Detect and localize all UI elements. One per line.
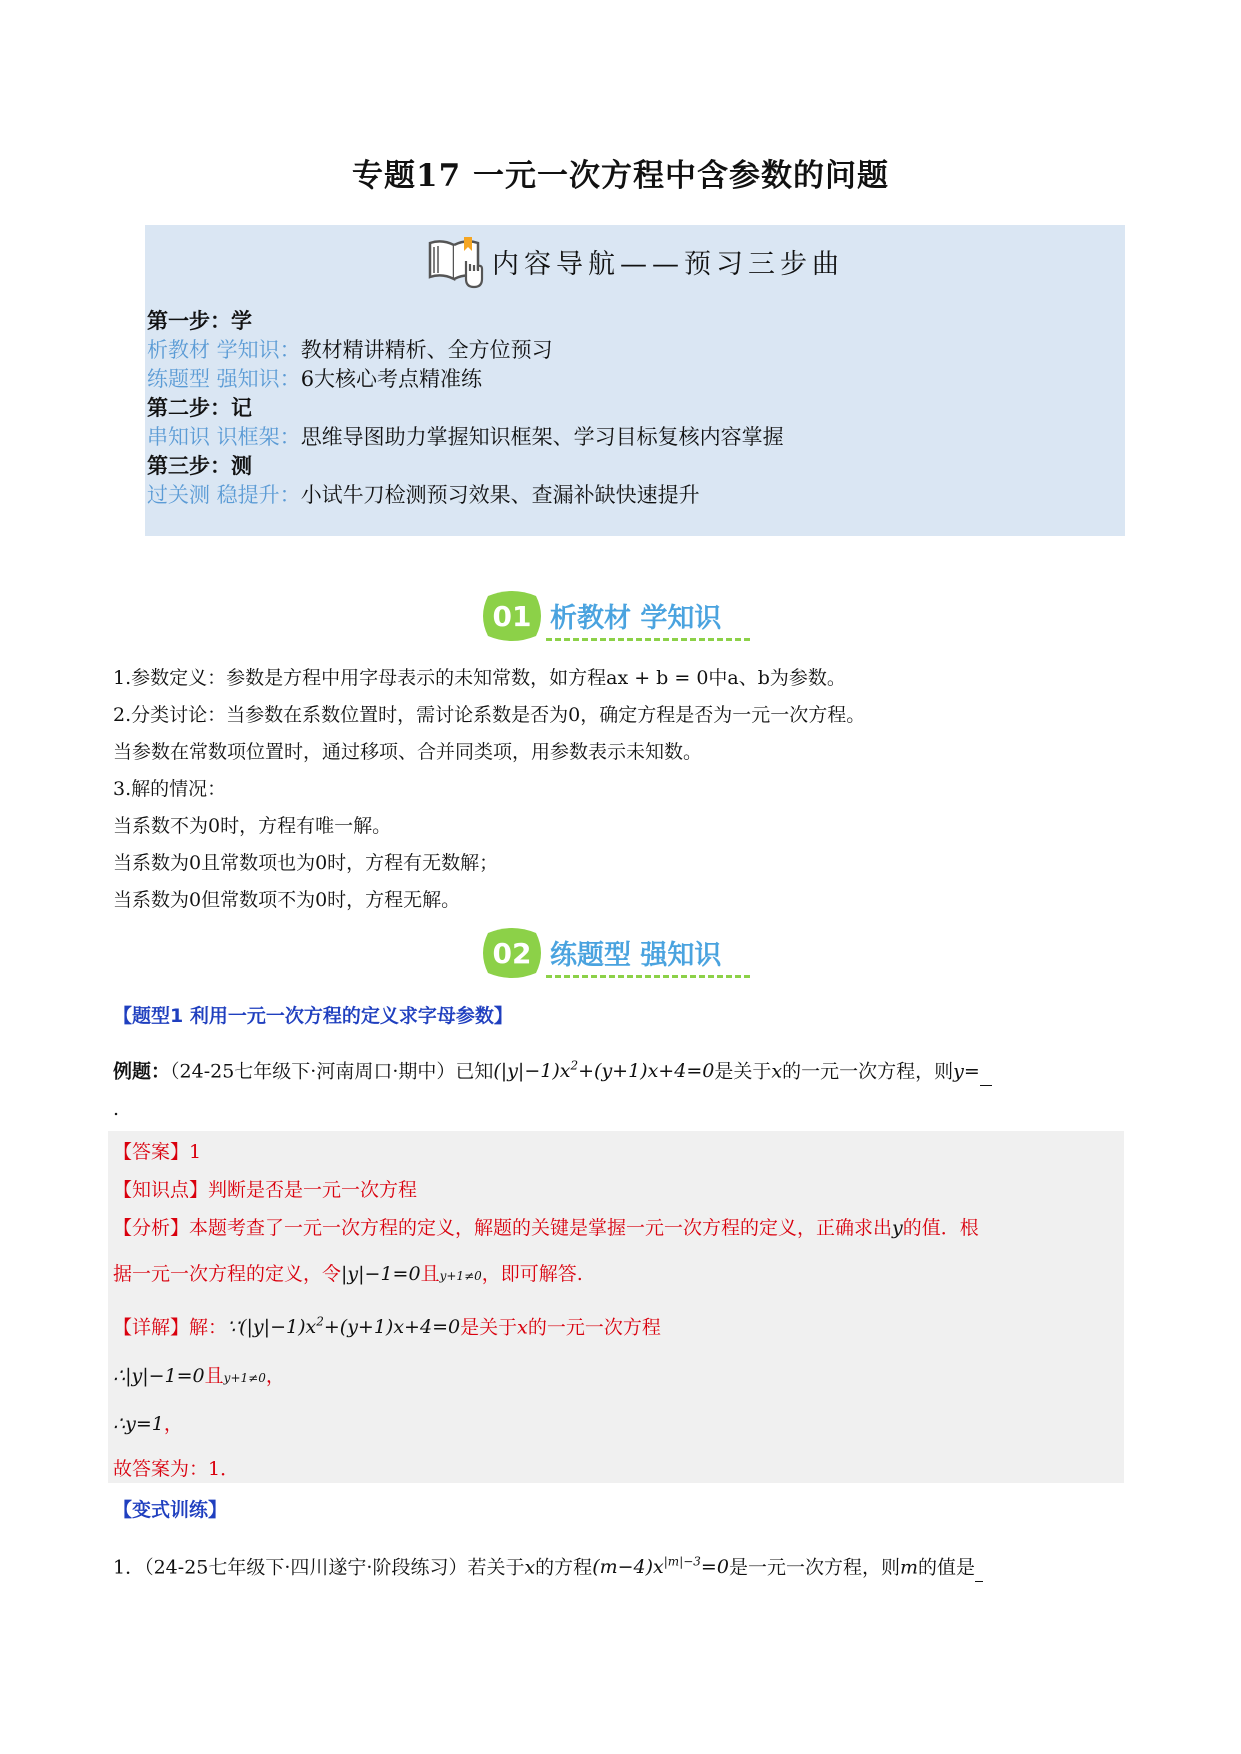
example-source: （24-25七年级下·河南周口·期中）已知 <box>170 1060 494 1083</box>
detail-text-2: 且 <box>204 1365 224 1387</box>
nav-step3: 第三步：测 <box>147 454 252 478</box>
detail-text-1a: 解： <box>189 1316 228 1339</box>
example-var-y: y= <box>953 1060 980 1083</box>
example-equation: $(|y|-1)x^2+(y+1)x+4=0$ <box>493 1059 715 1083</box>
q1-mid2: 是一元一次方程，则 <box>728 1556 900 1579</box>
q1-mid: 的方程 <box>535 1556 593 1579</box>
example-question <box>113 1052 992 1086</box>
analysis-text-1b: 的值．根 <box>902 1217 979 1239</box>
section2-number-badge <box>478 925 546 981</box>
nav-line-2-desc: 6大核心考点精准练 <box>300 367 483 391</box>
example-var-x: x <box>771 1060 783 1083</box>
detail-tag: 【详解】 <box>113 1316 190 1339</box>
section2-title: 练题型 强知识 <box>550 940 722 971</box>
detail-var-x: x <box>517 1316 528 1339</box>
detail-text-1b: 是关于 <box>460 1316 518 1339</box>
content-navigation-box <box>145 225 1125 536</box>
section1-number-badge <box>478 588 546 644</box>
analysis-line-2 <box>113 1260 583 1290</box>
nav-line-3-desc: 思维导图助力掌握知识框架、学习目标复核内容掌握 <box>300 425 784 449</box>
example-end: . <box>113 1098 120 1120</box>
book-hand-icon <box>426 231 486 291</box>
q1-var-x: x <box>524 1556 536 1579</box>
analysis-eq-2: y+1≠0 <box>439 1269 482 1283</box>
question-1 <box>113 1548 983 1582</box>
analysis-tag: 【分析】 <box>113 1217 190 1239</box>
nav-line-2 <box>147 365 482 394</box>
kp-tag: 【知识点】 <box>113 1179 209 1201</box>
knowledge-line-7: 当系数为0但常数项不为0时，方程无解。 <box>113 889 461 911</box>
nav-heading <box>145 225 1125 297</box>
nav-line-4-label: 过关测 稳提升： <box>147 483 301 507</box>
nav-line-4-desc: 小试牛刀检测预习效果、查漏补缺快速提升 <box>300 483 700 507</box>
detail-eq-4: ∴y=1 <box>113 1413 164 1435</box>
knowledge-line-2: 2.分类讨论：当参数在系数位置时，需讨论系数是否为0，确定方程是否为一元一次方程。 <box>113 704 866 726</box>
analysis-text-1a: 本题考查了一元一次方程的定义，解题的关键是掌握一元一次方程的定义，正确求出 <box>189 1217 893 1239</box>
analysis-text-2a: 据一元一次方程的定义，令 <box>113 1263 342 1285</box>
nav-line-2-label: 练题型 强知识： <box>147 367 301 391</box>
q1-blank <box>975 1553 983 1582</box>
detail-eq-1: $\because(|y|-1)x^2+(y+1)x+4=0$ <box>227 1315 461 1339</box>
nav-line-3-label: 串知识 识框架： <box>147 425 301 449</box>
answer-tag: 【答案】 <box>113 1141 190 1163</box>
section1-heading <box>0 588 1241 648</box>
analysis-var-y: y <box>892 1217 903 1239</box>
analysis-text-2c: ，即可解答. <box>481 1263 583 1285</box>
q1-end: 的值是 <box>917 1556 975 1579</box>
q1-var-m: m <box>899 1556 918 1579</box>
knowledge-line-1: 1.参数定义：参数是方程中用字母表示的未知常数，如方程ax + b = 0中a、b为参数。 <box>113 667 846 689</box>
knowledge-line-6: 当系数为0且常数项也为0时，方程有无数解； <box>113 852 499 874</box>
type1-heading: 【题型1 利用一元一次方程的定义求字母参数】 <box>113 1005 513 1027</box>
example-blank <box>980 1057 992 1086</box>
analysis-text-2b: 且 <box>420 1263 440 1285</box>
detail-line-1 <box>113 1308 661 1341</box>
example-mid2: 的一元一次方程，则 <box>782 1060 954 1083</box>
final-answer: 故答案为：1． <box>113 1458 240 1480</box>
detail-line-2: ∴|y|−1=0且y+1≠0， <box>113 1365 285 1387</box>
kp-value: 判断是否是一元一次方程 <box>208 1179 418 1201</box>
variant-training-heading: 【变式训练】 <box>113 1499 228 1521</box>
nav-line-3 <box>147 423 784 452</box>
detail-text-1c: 的一元一次方程 <box>527 1316 661 1339</box>
page-title: 专题17 一元一次方程中含参数的问题 <box>352 158 889 194</box>
section2-underline <box>546 975 750 978</box>
knowledge-line-5: 当系数不为0时，方程有唯一解。 <box>113 815 392 837</box>
svg-text:02: 02 <box>492 937 532 970</box>
q1-number: 1． <box>113 1556 145 1579</box>
answer-line <box>113 1138 201 1166</box>
knowledge-line-4: 3.解的情况： <box>113 778 227 800</box>
answer-value: 1 <box>189 1141 202 1163</box>
svg-text:01: 01 <box>492 600 532 633</box>
q1-source: （24-25七年级下·四川遂宁·阶段练习）若关于 <box>144 1556 525 1579</box>
analysis-eq-1: |y|−1=0 <box>341 1263 421 1285</box>
example-label: 例题： <box>113 1060 171 1083</box>
analysis-line-1 <box>113 1214 979 1242</box>
nav-line-1-desc: 教材精讲精析、全方位预习 <box>300 338 553 362</box>
detail-eq-2: ∴|y|−1=0 <box>113 1365 205 1387</box>
detail-eq-3: y+1≠0 <box>223 1371 266 1385</box>
nav-heading-text: 内容导航——预习三步曲 <box>492 248 844 280</box>
nav-line-1 <box>147 336 553 365</box>
nav-line-1-label: 析教材 学知识： <box>147 338 301 362</box>
section1-underline <box>546 638 750 641</box>
section2-heading <box>0 925 1241 985</box>
knowledge-line-3: 当参数在常数项位置时，通过移项、合并同类项，用参数表示未知数。 <box>113 741 703 763</box>
nav-step1: 第一步：学 <box>147 309 252 333</box>
section1-title: 析教材 学知识 <box>550 603 722 634</box>
nav-step2: 第二步：记 <box>147 396 252 420</box>
nav-line-4 <box>147 481 700 510</box>
q1-equation: $(m-4)x^{|m|-3}=0$ <box>592 1555 729 1579</box>
example-mid: 是关于 <box>714 1060 772 1083</box>
detail-line-3: ∴y=1， <box>113 1413 183 1435</box>
knowledge-point-line <box>113 1176 417 1204</box>
